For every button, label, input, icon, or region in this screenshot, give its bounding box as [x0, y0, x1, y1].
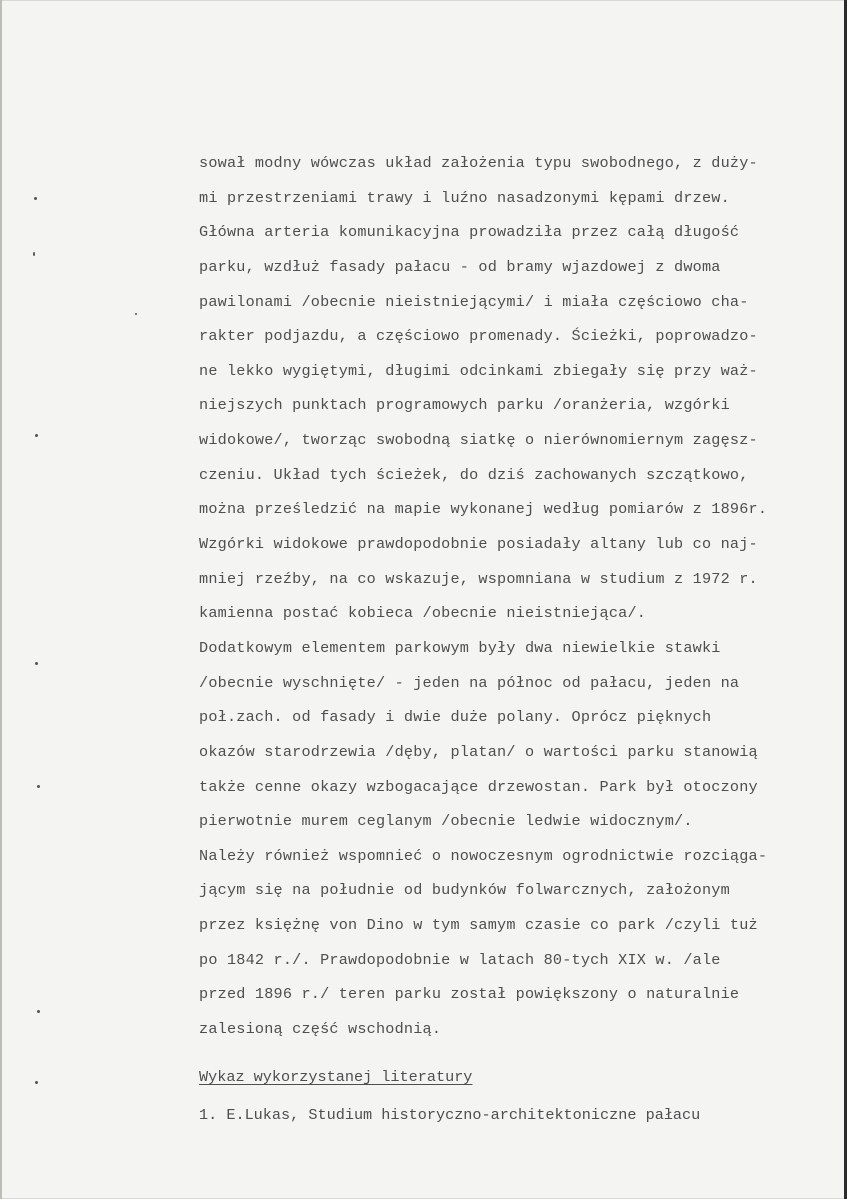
margin-speck: [35, 1081, 38, 1084]
body-text: [199, 146, 839, 1047]
bibliography-item: 1. E.Lukas, Studium historyczno-architektoniczne pałacu: [199, 1106, 701, 1124]
text-line: mi przestrzeniami trawy i luźno nasadzonymi kępami drzew.: [199, 188, 730, 207]
text-line: sował modny wówczas układ założenia typu swobodnego, z duży-: [199, 154, 758, 172]
text-line: Należy również wspomnieć o nowoczesnym ogrodnictwie rozciąga-: [199, 846, 768, 865]
text-line: przez księżnę von Dino w tym samym czasie co park /czyli tuż: [199, 916, 758, 935]
text-line: także cenne okazy wzbogacające drzewostan. Park był otoczony: [199, 777, 758, 796]
text-line: rakter podjazdu, a częściowo promenady. Ścieżki, poprowadzo-: [199, 327, 758, 346]
text-line: czeniu. Układ tych ścieżek, do dziś zachowanych szczątkowo,: [199, 465, 749, 484]
text-line: niejszych punktach programowych parku /oranżeria, wzgórki: [199, 396, 730, 415]
text-line: Dodatkowym elementem parkowym były dwa niewielkie stawki: [199, 638, 721, 657]
margin-speck: [34, 197, 37, 200]
text-line: kamienna postać kobieca /obecnie nieistniejąca/.: [199, 604, 647, 623]
text-line: pierwotnie murem ceglanym /obecnie ledwie widocznym/.: [199, 812, 693, 831]
text-line: ne lekko wygiętymi, długimi odcinkami zbiegały się przy waż-: [199, 361, 758, 380]
text-line: Główna arteria komunikacyjna prowadziła przez całą długość: [199, 223, 740, 242]
margin-speck: [35, 662, 38, 665]
text-line: mniej rzeźby, na co wskazuje, wspomniana w studium z 1972 r.: [199, 569, 758, 588]
text-line: można prześledzić na mapie wykonanej według pomiarów z 1896r.: [199, 500, 768, 519]
text-line: jącym się na południe od budynków folwarcznych, założonym: [199, 881, 730, 900]
text-line: pawilonami /obecnie nieistniejącymi/ i miała częściowo cha-: [199, 292, 749, 311]
text-line: Wzgórki widokowe prawdopodobnie posiadały altany lub co naj-: [199, 535, 758, 554]
text-line: widokowe/, tworząc swobodną siatkę o nierównomiernym zagęsz-: [199, 431, 758, 450]
margin-speck: [35, 434, 38, 437]
text-line: poł.zach. od fasady i dwie duże polany. Oprócz pięknych: [199, 708, 712, 727]
margin-speck: [33, 252, 35, 256]
margin-speck: [37, 1010, 40, 1013]
margin-speck: [37, 785, 40, 788]
text-line: zalesioną część wschodnią.: [199, 1020, 442, 1039]
text-line: parku, wzdłuż fasady pałacu - od bramy wjazdowej z dwoma: [199, 257, 721, 276]
text-line: po 1842 r./. Prawdopodobnie w latach 80-tych XIX w. /ale: [199, 950, 721, 969]
margin-speck: [135, 313, 137, 315]
text-line: okazów starodrzewia /dęby, platan/ o wartości parku stanowią: [199, 742, 758, 761]
text-line: przed 1896 r./ teren parku został powiększony o naturalnie: [199, 985, 740, 1004]
page-left-edge: [0, 0, 2, 1199]
section-heading: Wykaz wykorzystanej literatury: [199, 1068, 473, 1086]
text-line: /obecnie wyschnięte/ - jeden na północ od pałacu, jeden na: [199, 673, 740, 692]
